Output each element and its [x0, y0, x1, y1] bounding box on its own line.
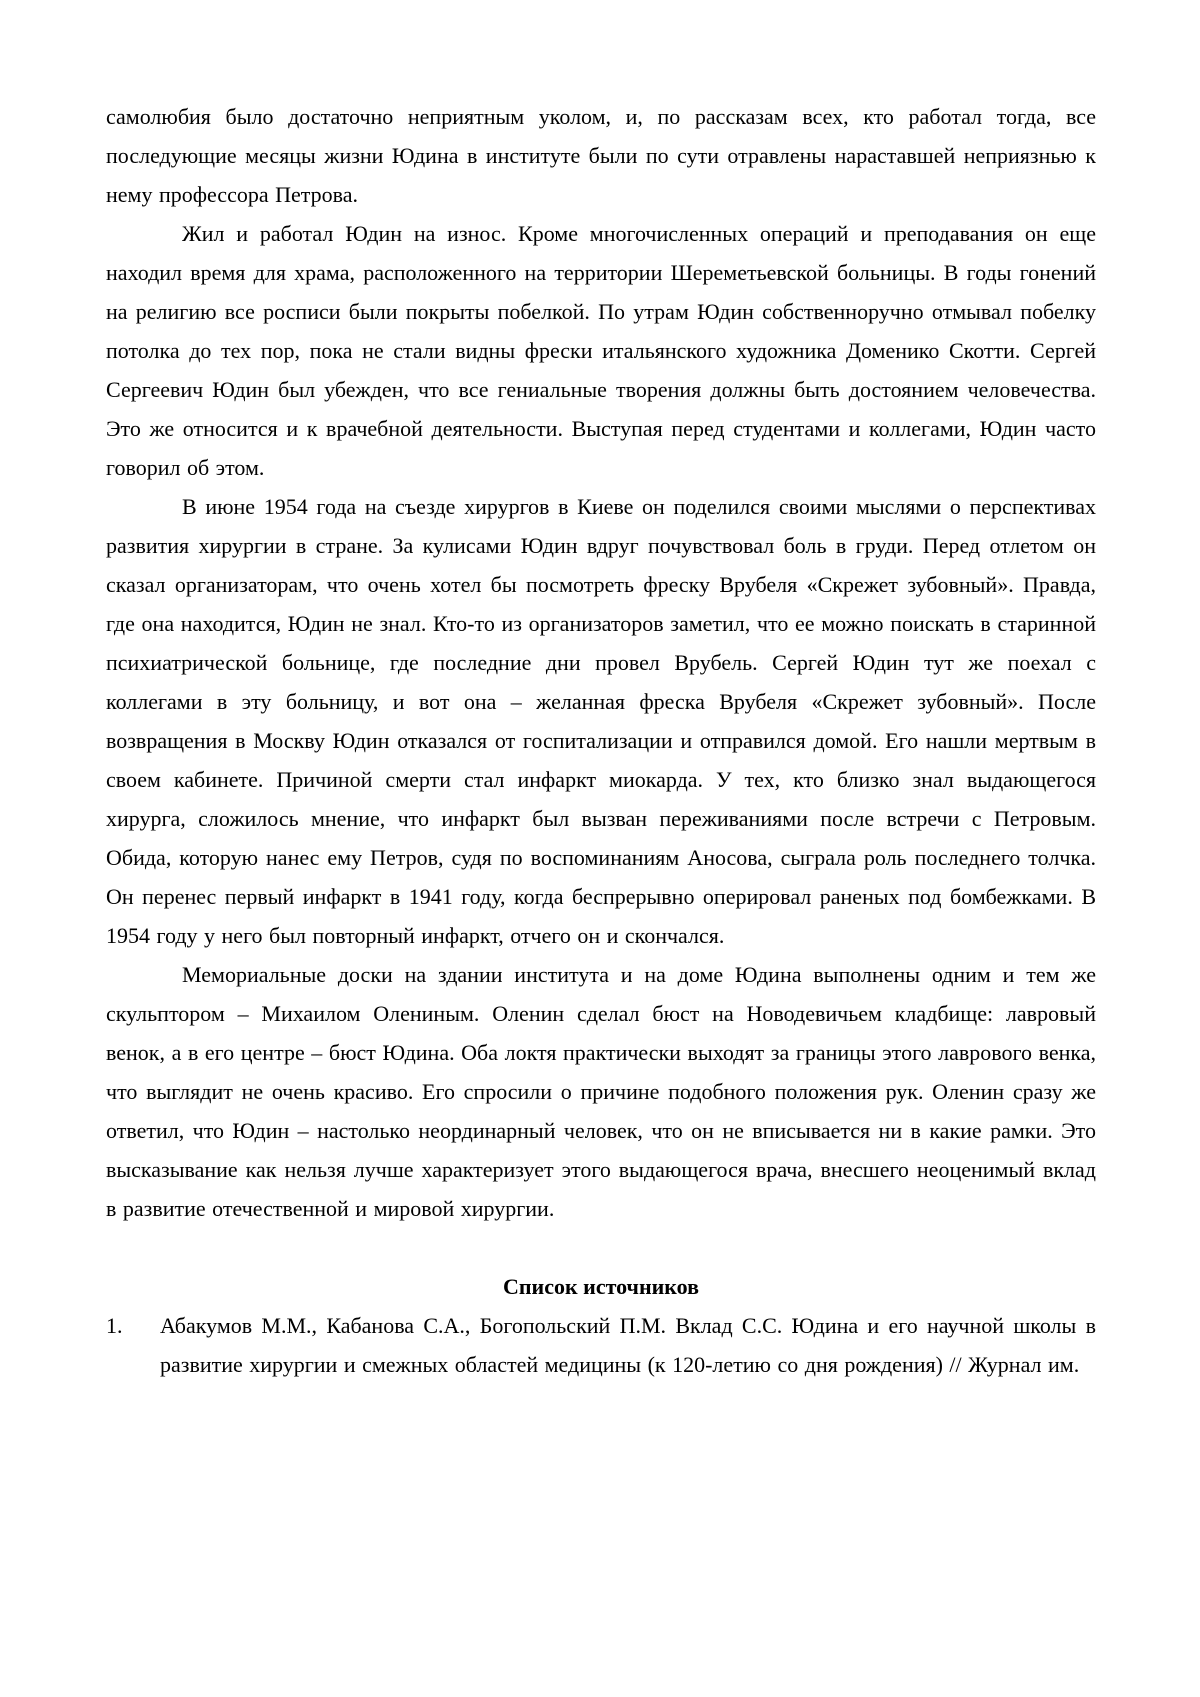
reference-number: 1. — [106, 1313, 123, 1338]
reference-text: Абакумов М.М., Кабанова С.А., Богопольский П.М. Вклад С.С. Юдина и его научной школы в развитие хирургии и смежных областей медицины (к 120-летию со дня рождения) // Журнал им. — [160, 1313, 1096, 1377]
body-paragraph: самолюбия было достаточно неприятным уколом, и, по рассказам всех, кто работал тогда, все последующие месяцы жизни Юдина в институте были по сути отравлены нараставшей неприязнью к нему профессора Петрова. — [106, 104, 1096, 207]
reference-item — [106, 1306, 1096, 1384]
body-paragraph: Мемориальные доски на здании института и на доме Юдина выполнены одним и тем же скульптором – Михаилом Олениным. Оленин сделал бюст на Новодевичьем кладбище: лавровый венок, а в его центре – бюст Юдина. Оба локтя практически выходят за границы этого лаврового венка, что выглядит не очень красиво. Его спросили о причине подобного положения рук. Оленин сразу же ответил, что Юдин – настолько неординарный человек, что он не вписывается ни в какие рамки. Это высказывание как нельзя лучше характеризует этого выдающегося врача, внесшего неоценимый вклад в развитие отечественной и мировой хирургии. — [106, 962, 1096, 1221]
body-paragraph: В июне 1954 года на съезде хирургов в Киеве он поделился своими мыслями о перспективах развития хирургии в стране. За кулисами Юдин вдруг почувствовал боль в груди. Перед отлетом он сказал организаторам, что очень хотел бы посмотреть фреску Врубеля «Скрежет зубовный». Правда, где она находится, Юдин не знал. Кто-то из организаторов заметил, что ее можно поискать в старинной психиатрической больнице, где последние дни провел Врубель. Сергей Юдин тут же поехал с коллегами в эту больницу, и вот она – желанная фреска Врубеля «Скрежет зубовный». После возвращения в Москву Юдин отказался от госпитализации и отправился домой. Его нашли мертвым в своем кабинете. Причиной смерти стал инфаркт миокарда. У тех, кто близко знал выдающегося хирурга, сложилось мнение, что инфаркт был вызван переживаниями после встречи с Петровым. Обида, которую нанес ему Петров, судя по воспоминаниям Аносова, сыграла роль последнего толчка. Он перенес первый инфаркт в 1941 году, когда беспрерывно оперировал раненых под бомбежками. В 1954 году у него был повторный инфаркт, отчего он и скончался. — [106, 494, 1096, 948]
body-paragraph: Жил и работал Юдин на износ. Кроме многочисленных операций и преподавания он еще находил время для храма, расположенного на территории Шереметьевской больницы. В годы гонений на религию все росписи были покрыты побелкой. По утрам Юдин собственноручно отмывал побелку потолка до тех пор, пока не стали видны фрески итальянского художника Доменико Скотти. Сергей Сергеевич Юдин был убежден, что все гениальные творения должны быть достоянием человечества. Это же относится и к врачебной деятельности. Выступая перед студентами и коллегами, Юдин часто говорил об этом. — [106, 221, 1096, 480]
reference-list — [106, 1306, 1096, 1384]
sources-heading: Список источников — [502, 1274, 700, 1299]
